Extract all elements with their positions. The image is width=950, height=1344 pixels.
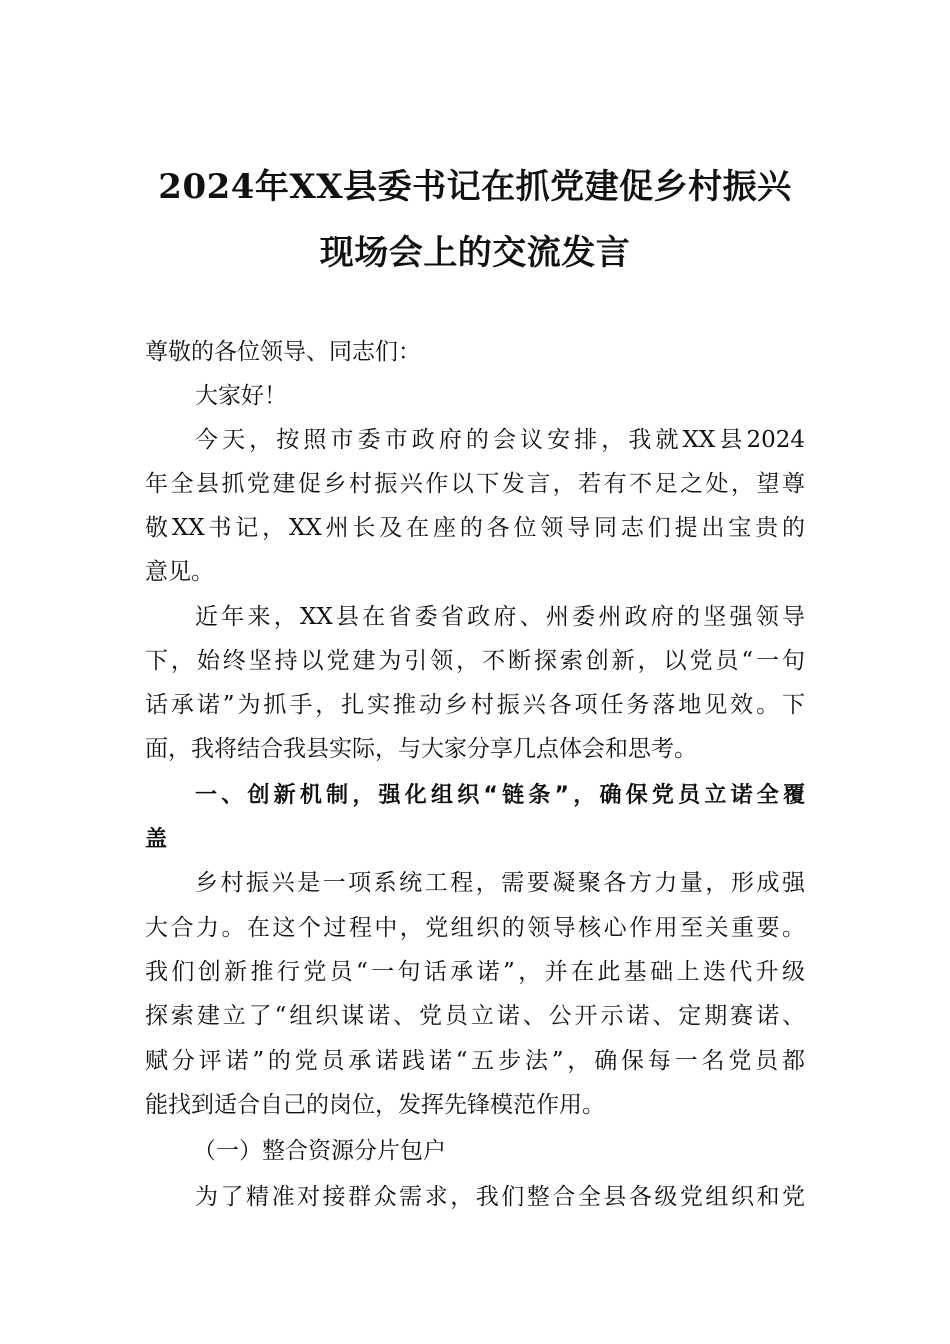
paragraph-3-line: 大合力。在这个过程中，党组织的领导核心作用至关重要。 [145, 915, 805, 941]
document-title-line-1: 2024年XX县委书记在抓党建促乡村振兴 [158, 167, 792, 207]
paragraph-3-line: 我们创新推行党员“一句话承诺”，并在此基础上迭代升级 [145, 959, 805, 985]
salutation: 尊敬的各位领导、同志们： [145, 339, 421, 365]
paragraph-3-line: 探索建立了“组织谋诺、党员立诺、公开示诺、定期赛诺、 [145, 1003, 805, 1029]
paragraph-2-line: 面，我将结合我县实际，与大家分享几点体会和思考。 [145, 736, 697, 762]
paragraph-2-line: 下，始终坚持以党建为引领，不断探索创新，以党员“一句 [145, 648, 805, 674]
paragraph-1-line: 年全县抓党建促乡村振兴作以下发言，若有不足之处，望尊 [145, 471, 805, 497]
paragraph-3-line: 赋分评诺”的党员承诺践诺“五步法”，确保每一名党员都 [145, 1048, 805, 1074]
subsection-heading: （一）整合资源分片包户 [193, 1138, 446, 1164]
section-heading-1-line: 一、创新机制，强化组织“链条”，确保党员立诺全覆 [195, 783, 805, 808]
paragraph-1-line: 今天，按照市委市政府的会议安排，我就XX县2024 [195, 427, 805, 453]
paragraph-3-line: 能找到适合自己的岗位，发挥先锋模范作用。 [145, 1092, 605, 1118]
paragraph-4-line: 为了精准对接群众需求，我们整合全县各级党组织和党 [195, 1184, 805, 1210]
paragraph-2-line: 话承诺”为抓手，扎实推动乡村振兴各项任务落地见效。下 [145, 692, 805, 718]
paragraph-1-line: 意见。 [145, 559, 214, 585]
paragraph-3-line: 乡村振兴是一项系统工程，需要凝聚各方力量，形成强 [195, 870, 805, 896]
paragraph-2-line: 近年来，XX县在省委省政府、州委州政府的坚强领导 [195, 604, 805, 630]
paragraph-1-line: 敬XX书记，XX州长及在座的各位领导同志们提出宝贵的 [145, 515, 805, 541]
document-title-line-2: 现场会上的交流发言 [319, 233, 631, 273]
section-heading-1-line: 盖 [145, 827, 168, 852]
greeting: 大家好！ [195, 383, 287, 409]
